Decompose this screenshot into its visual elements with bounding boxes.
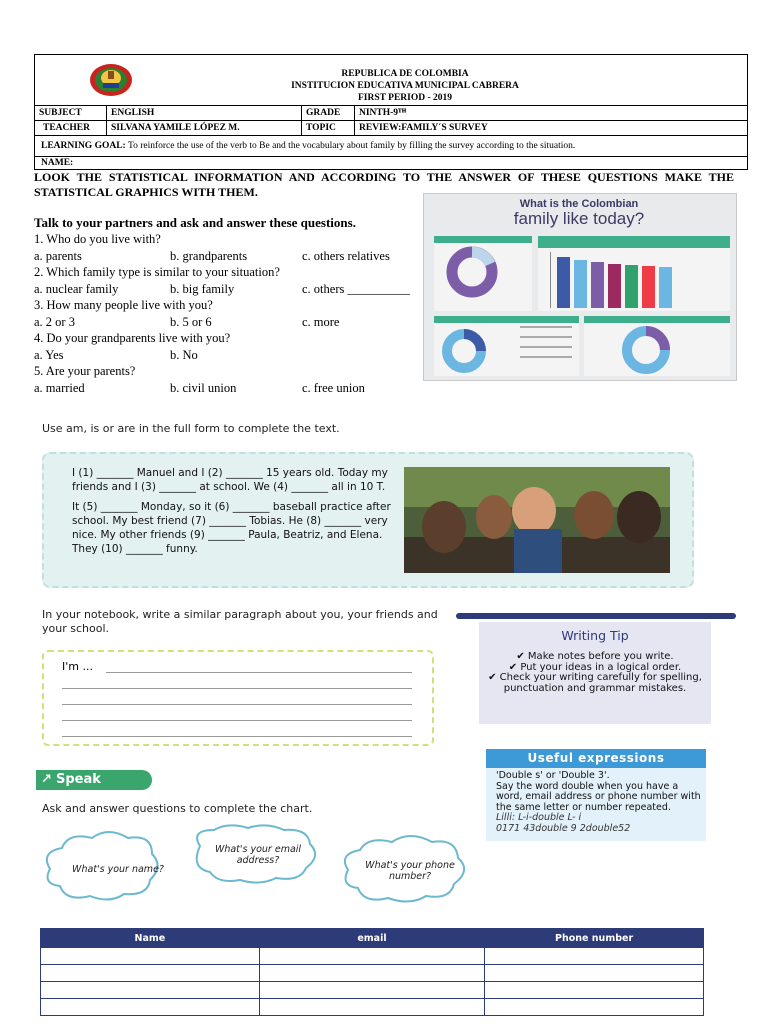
answer-3a: a. 2 or 3	[34, 315, 75, 329]
writing-tip-title: Writing Tip	[561, 628, 629, 643]
question-5: 5. Are your parents?	[34, 364, 136, 378]
table-row	[41, 965, 704, 982]
table-row	[41, 999, 704, 1016]
email-cell[interactable]	[259, 982, 484, 999]
goal-text: To reinforce the use of the verb to Be and the vocabulary about family by filling the survey according to the situation.	[127, 141, 576, 151]
answer-1a: a. parents	[34, 249, 82, 263]
column-name: Name	[41, 929, 260, 948]
period-line: FIRST PERIOD - 2019	[357, 93, 453, 103]
answer-5c: c. free union	[302, 381, 365, 395]
question-1: 1. Who do you live with?	[34, 232, 161, 246]
instruction-line-2: STATISTICAL GRAPHICS WITH THEM.	[34, 185, 258, 199]
exercise-box	[42, 452, 694, 588]
teacher-row	[35, 121, 747, 136]
table-row	[41, 948, 704, 965]
answer-2c: c. others __________	[302, 282, 410, 296]
useful-line-2: Say the word double when you have a word, email address or phone number with the same letter or number repeated.	[496, 780, 701, 813]
name-field[interactable]: NAME:	[41, 158, 74, 168]
writing-area[interactable]	[42, 650, 434, 746]
topic-value: REVIEW:FAMILY´S SURVEY	[359, 123, 488, 133]
school-line: INSTITUCION EDUCATIVA MUNICIPAL CABRERA	[291, 81, 519, 91]
writing-line	[106, 672, 412, 673]
email-cell[interactable]	[259, 999, 484, 1016]
name-cell[interactable]	[41, 948, 260, 965]
cloud-name-question: What's your name?	[72, 864, 164, 875]
subject-label: SUBJECT	[35, 106, 107, 120]
poster-title-line-2: family like today?	[513, 209, 645, 228]
column-phone: Phone number	[485, 929, 704, 948]
microphone-icon: ↗	[41, 772, 52, 787]
answer-2a: a. nuclear family	[34, 282, 119, 296]
tip-item-2: ✔ Put your ideas in a logical order.	[508, 661, 682, 673]
writing-line	[62, 720, 412, 721]
answer-3c: c. more	[302, 315, 340, 329]
table-header-row	[41, 929, 704, 948]
contact-chart-table	[40, 928, 704, 1016]
useful-line-4: 0171 43double 9 2double52	[496, 822, 631, 834]
answer-1b: b. grandparents	[170, 249, 248, 263]
answer-3b: b. 5 or 6	[170, 315, 212, 329]
email-cell[interactable]	[259, 948, 484, 965]
phone-cell[interactable]	[485, 965, 704, 982]
writing-tip-list	[487, 652, 703, 694]
poster-graphics	[424, 194, 736, 380]
notebook-heading: In your notebook, write a similar paragraph about you, your friends and your school.	[42, 608, 438, 635]
useful-expressions-text	[496, 771, 704, 834]
answer-1c: c. others relatives	[302, 249, 390, 263]
exercise-paragraph-2: It (5) _______ Monday, so it (6) _______ baseball practice after school. My best friend (7) _______ Tobias. He (8) _______ very nice. My other friends (9) _______ Paula, Beatriz, and Elena. They (10) _______ funny.	[72, 501, 391, 555]
writing-tip-card	[479, 622, 711, 724]
phone-cell[interactable]	[485, 948, 704, 965]
grade-value: NINTH-9ᵀᴴ	[359, 108, 407, 118]
goal-label: LEARNING GOAL:	[41, 141, 126, 151]
useful-expressions-title: Useful expressions	[486, 749, 706, 768]
question-2: 2. Which family type is similar to your situation?	[34, 265, 280, 279]
answer-4b: b. No	[170, 348, 198, 362]
name-cell[interactable]	[41, 982, 260, 999]
instruction-line-1: LOOK THE STATISTICAL INFORMATION AND ACCORDING TO THE ANSWER OF THESE QUESTIONS MAKE THE	[34, 170, 734, 184]
useful-line-1: 'Double s' or 'Double 3'.	[496, 770, 610, 781]
name-cell[interactable]	[41, 965, 260, 982]
speak-label: Speak	[56, 772, 101, 787]
writing-line	[62, 736, 412, 737]
teenagers-photo	[404, 467, 670, 573]
email-cell[interactable]	[259, 965, 484, 982]
country-line: REPUBLICA DE COLOMBIA	[341, 69, 469, 79]
cloud-email-question: What's your email address?	[214, 844, 302, 866]
grade-label: GRADE	[302, 106, 355, 120]
answer-5a: a. married	[34, 381, 85, 395]
phone-cell[interactable]	[485, 982, 704, 999]
tip-item-3: ✔ Check your writing carefully for spelling, punctuation and grammar mistakes.	[488, 672, 702, 694]
header-top	[35, 55, 747, 106]
name-cell[interactable]	[41, 999, 260, 1016]
column-email: email	[259, 929, 484, 948]
speak-banner	[36, 770, 152, 790]
poster-title-line-1: What is the Colombian	[519, 198, 639, 210]
phone-cell[interactable]	[485, 999, 704, 1016]
answer-4a: a. Yes	[34, 348, 64, 362]
cloud-phone-question: What's your phone number?	[365, 860, 455, 882]
useful-expressions-box	[486, 749, 706, 841]
exercise-paragraph-1: I (1) _______ Manuel and I (2) _______ 15 years old. Today my friends and I (3) _______ at school. We (4) _______ all in 10 T.	[72, 467, 388, 493]
answer-2b: b. big family	[170, 282, 235, 296]
useful-line-3: Lilli: L-i-double L- i	[496, 812, 582, 823]
school-logo	[89, 63, 133, 97]
subject-value: ENGLISH	[107, 106, 302, 120]
subject-row	[35, 106, 747, 121]
question-3: 3. How many people live with you?	[34, 298, 213, 312]
writing-tip-rod	[456, 613, 736, 619]
header-title	[235, 68, 575, 104]
table-row	[41, 982, 704, 999]
writing-starter: I'm ...	[62, 660, 93, 673]
teacher-value: SILVANA YAMILE LÓPEZ M.	[107, 121, 302, 135]
family-statistics-poster	[423, 193, 737, 381]
writing-line	[62, 688, 412, 689]
survey-intro: Talk to your partners and ask and answer these questions.	[34, 215, 356, 230]
tip-item-1: ✔ Make notes before you write.	[516, 651, 674, 662]
topic-label: TOPIC	[302, 121, 355, 135]
writing-line	[62, 704, 412, 705]
header-table	[34, 54, 748, 170]
answer-5b: b. civil union	[170, 381, 237, 395]
teacher-label: TEACHER	[35, 121, 107, 135]
learning-goal	[35, 136, 747, 157]
speak-instruction: Ask and answer questions to complete the chart.	[42, 802, 313, 815]
exercise-heading: Use am, is or are in the full form to complete the text.	[42, 422, 340, 435]
question-4: 4. Do your grandparents live with you?	[34, 331, 231, 345]
exercise-text	[72, 466, 392, 562]
